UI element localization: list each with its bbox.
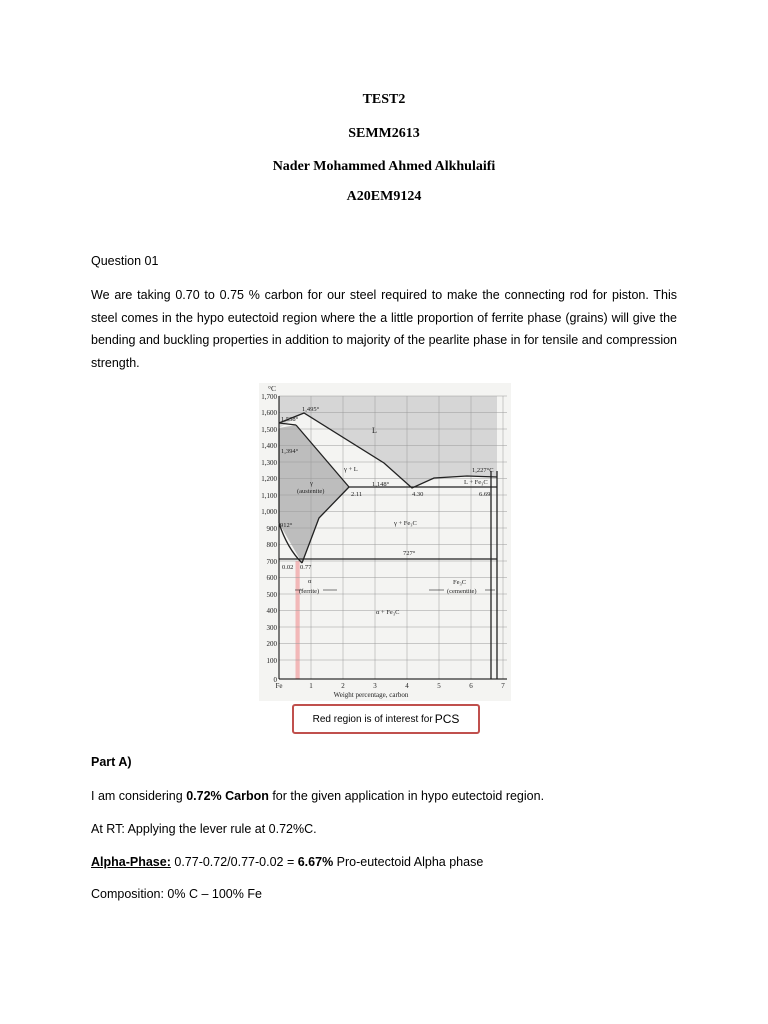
y-tick: 1,300 <box>261 459 277 467</box>
y-unit-label: °C <box>268 384 277 393</box>
alpha-phase-label: Alpha-Phase: <box>91 855 171 869</box>
alpha-value: 6.67% <box>297 855 334 869</box>
label-1495: 1,495° <box>302 406 320 413</box>
label-912: 912° <box>280 522 293 529</box>
label-gamma-l: γ + L <box>344 466 358 473</box>
label-cementite: (cementite) <box>447 588 477 595</box>
y-tick: 1,100 <box>261 492 277 500</box>
label-669: 6.69 <box>479 491 491 498</box>
x-tick: 4 <box>405 682 409 690</box>
alpha-phase-line <box>91 855 483 869</box>
y-tick: 600 <box>266 574 277 582</box>
y-tick: 1,500 <box>261 426 277 434</box>
composition-line <box>91 887 262 901</box>
label-1227: 1,227°C <box>472 467 494 474</box>
y-tick: 100 <box>266 657 277 665</box>
x-tick: 7 <box>501 682 505 690</box>
y-tick: 400 <box>266 607 277 615</box>
label-002: 0.02 <box>282 564 294 571</box>
question-label: Question 01 <box>91 254 159 268</box>
y-tick: 0 <box>273 676 277 684</box>
x-tick: 5 <box>437 682 441 690</box>
label-ferrite: (ferrite) <box>299 588 320 595</box>
label-1394: 1,394° <box>281 448 299 455</box>
label-l-fe3c: L + Fe₃C <box>464 479 488 486</box>
y-tick: 900 <box>266 525 277 533</box>
x-tick: 1 <box>309 682 313 690</box>
interest-region <box>296 561 300 679</box>
y-tick: 300 <box>266 624 277 632</box>
y-tick: 200 <box>266 640 277 648</box>
label-fe3c: Fe₃C <box>453 579 467 586</box>
callout-emphasis: PCS <box>434 712 460 726</box>
label-gamma: γ <box>310 480 313 487</box>
label-gamma-fe3c: γ + Fe₃C <box>394 520 417 527</box>
label-1538: 1,538° <box>281 416 299 423</box>
fe-c-phase-diagram <box>259 383 511 701</box>
label-727: 727° <box>403 550 416 557</box>
x-tick: Fe <box>275 682 283 690</box>
label-077: 0.77 <box>300 564 312 571</box>
composition-label: Composition: <box>91 887 164 901</box>
doc-title: TEST2 <box>362 92 406 107</box>
alpha-formula: 0.77-0.72/0.77-0.02 = <box>170 855 298 869</box>
considering-line <box>91 789 544 803</box>
composition-value: 0% C – 100% Fe <box>163 887 262 901</box>
y-tick: 1,200 <box>261 475 277 483</box>
considering-carbon: 0.72% Carbon <box>186 789 269 803</box>
x-axis-label: Weight percentage, carbon <box>333 691 409 699</box>
student-name: Nader Mohammed Ahmed Alkhulaifi <box>272 159 496 174</box>
y-tick: 1,700 <box>261 393 277 401</box>
label-430: 4.30 <box>412 491 424 498</box>
label-liquid: L <box>372 426 377 435</box>
label-alpha: α <box>308 578 312 585</box>
label-austenite: (austenite) <box>297 488 325 495</box>
label-1148: 1,148° <box>372 481 390 488</box>
student-id: A20EM9124 <box>346 189 422 204</box>
y-tick: 1,600 <box>261 409 277 417</box>
considering-post: for the given application in hypo eutectoid region. <box>268 789 545 803</box>
y-tick: 1,400 <box>261 442 277 450</box>
y-tick: 500 <box>266 591 277 599</box>
x-tick: 3 <box>373 682 377 690</box>
callout-text: Red region is of interest for <box>312 713 433 725</box>
considering-pre: I am considering <box>91 789 187 803</box>
y-tick: 700 <box>266 558 277 566</box>
course-code: SEMM2613 <box>348 126 420 141</box>
y-tick: 1,000 <box>261 508 277 516</box>
y-tick: 800 <box>266 541 277 549</box>
label-211: 2.11 <box>351 491 363 498</box>
part-a-label: Part A) <box>91 755 132 769</box>
label-alpha-fe3c: α + Fe₃C <box>376 609 400 616</box>
x-tick: 2 <box>341 682 345 690</box>
x-tick: 6 <box>469 682 473 690</box>
alpha-post: Pro-eutectoid Alpha phase <box>333 855 484 869</box>
callout-box <box>292 704 480 734</box>
lever-rule-line: At RT: Applying the lever rule at 0.72%C. <box>91 822 317 836</box>
question-text: We are taking 0.70 to 0.75 % carbon for our steel required to make the connecting rod for piston. This steel comes in the hypo eutectoid region where the a little proportion of ferrite phase (grains) will give the bending and buckling properties in addition to majority of the pearlite phase in for tensile and compression strength. <box>91 288 677 370</box>
